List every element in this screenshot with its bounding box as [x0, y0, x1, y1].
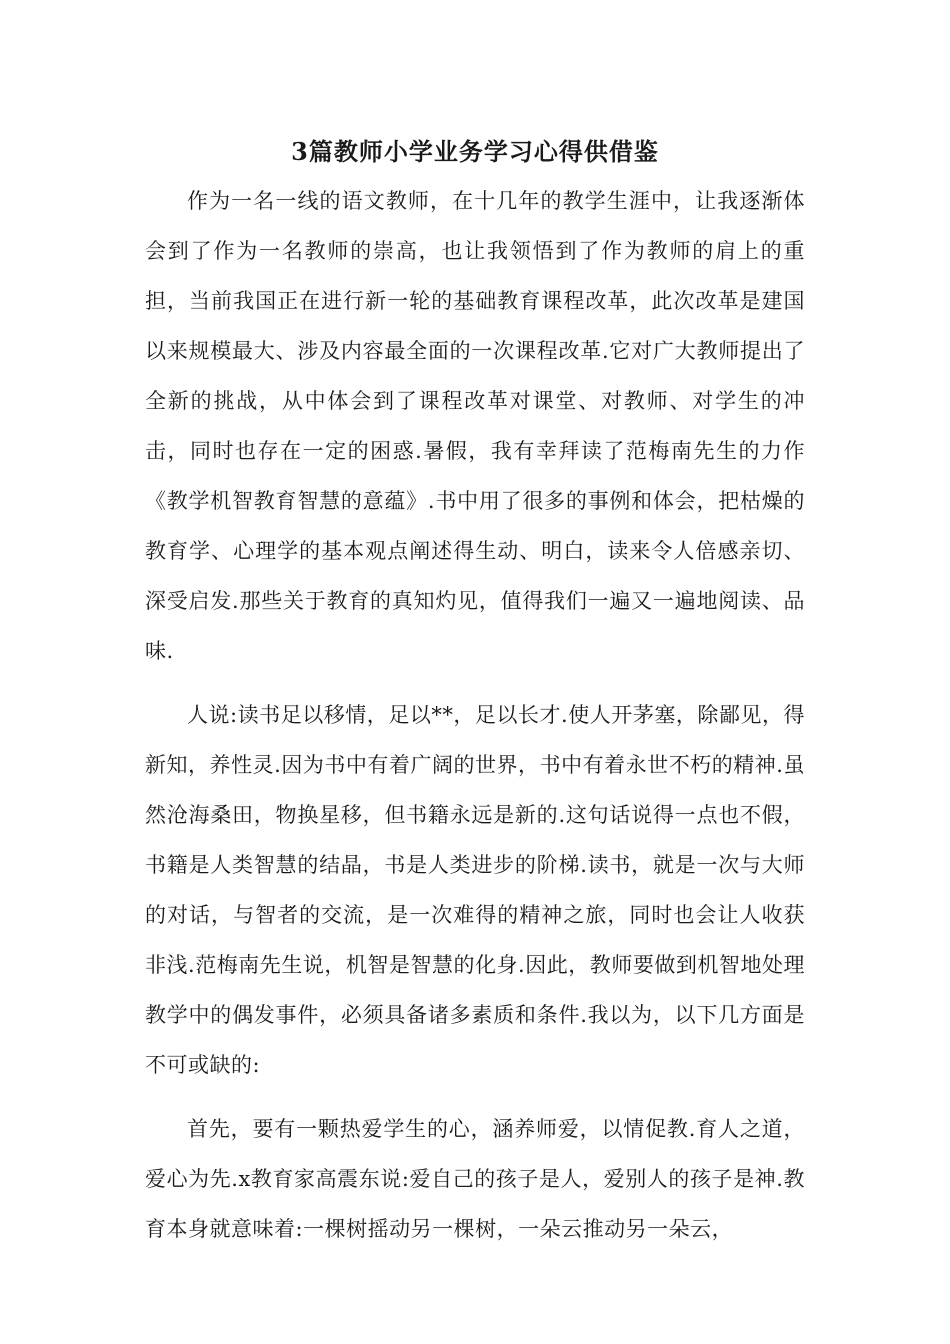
document-page — [145, 128, 805, 1268]
document-title: 3篇教师小学业务学习心得供借鉴 — [291, 137, 659, 166]
paragraph-3: 首先，要有一颗热爱学生的心，涵养师爱，以情促教.育人之道，爱心为先.x教育家高震东说:爱自己的孩子是人，爱别人的孩子是神.教育本身就意味着:一棵树摇动另一棵树，一朵云推动另一朵云， — [145, 1117, 805, 1241]
paragraph-2: 人说:读书足以移情，足以**，足以长才.使人开茅塞，除鄙见，得新知，养性灵.因为书中有着广阔的世界，书中有着永世不朽的精神.虽然沧海桑田，物换星移，但书籍永远是新的.这句话说得一点也不假，书籍是人类智慧的结晶，书是人类进步的阶梯.读书，就是一次与大师的对话，与智者的交流，是一次难得的精神之旅，同时也会让人收获非浅.范梅南先生说，机智是智慧的化身.因此，教师要做到机智地处理教学中的偶发事件，必须具备诸多素质和条件.我以为，以下几方面是不可或缺的: — [145, 703, 805, 1077]
paragraph-1: 作为一名一线的语文教师，在十几年的教学生涯中，让我逐渐体会到了作为一名教师的崇高，也让我领悟到了作为教师的肩上的重担，当前我国正在进行新一轮的基础教育课程改革，此次改革是建国以来规模最大、涉及内容最全面的一次课程改革.它对广大教师提出了全新的挑战，从中体会到了课程改革对课堂、对教师、对学生的冲击，同时也存在一定的困惑.暑假，我有幸拜读了范梅南先生的力作《教学机智教育智慧的意蕴》.书中用了很多的事例和体会，把枯燥的教育学、心理学的基本观点阐述得生动、明白，读来令人倍感亲切、深受启发.那些关于教育的真知灼见，值得我们一遍又一遍地阅读、品味. — [145, 189, 805, 663]
